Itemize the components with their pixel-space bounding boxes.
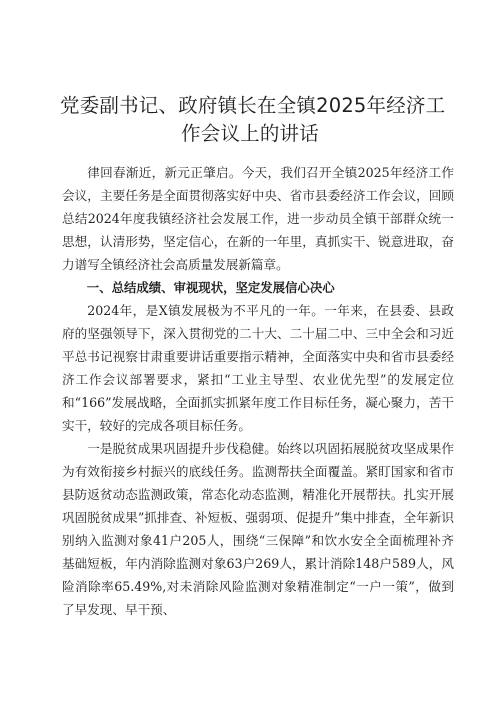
document-body bbox=[62, 161, 454, 621]
summary-paragraph: 2024年，是X镇发展极为不平凡的一年。一年来，在县委、县政府的坚强领导下，深入贯彻党的二十大、二十届二中、三中全会和习近平总书记视察甘肃重要讲话重要指示精神，全面落实中央和省市县委经济工作会议部署要求，紧扣“工业主导型、农业优先型”的发展定位和“166”发展战略，全面抓实抓紧年度工作目标任务，凝心聚力，苦干实干，较好的完成各项目标任务。 bbox=[62, 303, 454, 433]
poverty-paragraph: 一是脱贫成果巩固提升步伐稳健。始终以巩固拓展脱贫攻坚成果作为有效衔接乡村振兴的底线任务。监测帮扶全面覆盖。紧盯国家和省市县防返贫动态监测政策，常态化动态监测，精准化开展帮扶。扎实开展巩固脱贫成果”抓排查、补短板、强弱项、促提升”集中排查，全年新识别纳入监测对象41户205人，围绕“三保障”和饮水安全全面梳理补齐基础短板，年内消除监测对象63户269人，累计消除148户589人，风险消除率65.49%,对未消除风险监测对象精准制定“一户一策”，做到了早发现、早干预、 bbox=[62, 441, 454, 617]
document-title bbox=[60, 92, 446, 148]
title-line-2: 作会议上的讲话 bbox=[181, 122, 319, 145]
title-line-1: 党委副书记、政府镇长在全镇2025年经济工 bbox=[60, 94, 446, 117]
intro-paragraph: 律回春渐近，新元正肇启。今天，我们召开全镇2025年经济工作会议，主要任务是全面贯彻落实好中央、省市县委经济工作会议，回顾总结2024年度我镇经济社会发展工作，进一步动员全镇干部群众统一思想，认清形势，坚定信心，在新的一年里，真抓实干、锐意进取，奋力谱写全镇经济社会高质量发展新篇章。 bbox=[62, 165, 454, 272]
section-heading: 一、总结成绩、审视现状，坚定发展信心决心 bbox=[86, 280, 335, 295]
